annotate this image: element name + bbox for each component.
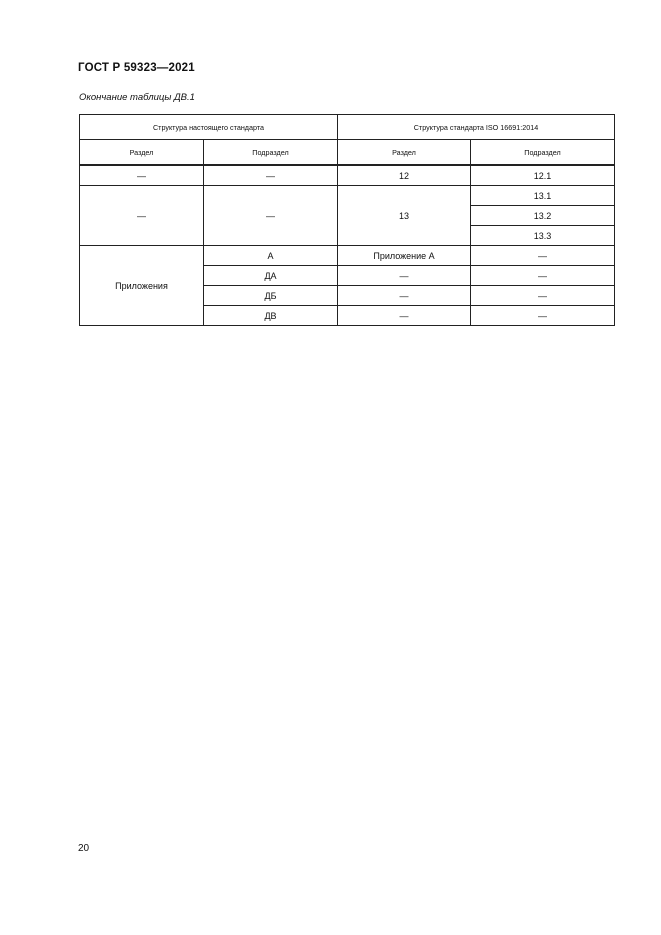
table-cell: — [80, 186, 204, 246]
table-cell: ДВ [204, 306, 338, 326]
column-header-iso-subsection: Подраздел [471, 140, 615, 166]
table-cell: — [338, 266, 471, 286]
document-standard-id: ГОСТ Р 59323—2021 [78, 62, 195, 74]
table-cell: 12 [338, 165, 471, 186]
table-cell: 13.1 [471, 186, 615, 206]
group-header-iso-standard: Структура стандарта ISO 16691:2014 [338, 115, 615, 140]
table-cell: А [204, 246, 338, 266]
table-cell: 12.1 [471, 165, 615, 186]
column-header-subsection: Подраздел [204, 140, 338, 166]
column-header-section: Раздел [80, 140, 204, 166]
table-cell: Приложение А [338, 246, 471, 266]
table-cell: — [471, 306, 615, 326]
table-cell: — [471, 286, 615, 306]
group-header-row [80, 115, 615, 140]
page-number: 20 [78, 843, 90, 854]
table-cell: — [338, 306, 471, 326]
table-caption: Окончание таблицы ДВ.1 [79, 92, 195, 103]
table-cell: 13 [338, 186, 471, 246]
table-cell: 13.2 [471, 206, 615, 226]
structure-comparison-table [79, 114, 615, 326]
table-cell: — [204, 186, 338, 246]
table-cell: — [204, 165, 338, 186]
column-header-iso-section: Раздел [338, 140, 471, 166]
group-header-this-standard: Структура настоящего стандарта [80, 115, 338, 140]
table-row [80, 246, 615, 266]
table-row [80, 186, 615, 206]
table-row [80, 165, 615, 186]
table-cell: ДА [204, 266, 338, 286]
column-header-row [80, 140, 615, 166]
table-cell: — [338, 286, 471, 306]
table-cell: — [471, 246, 615, 266]
table-cell: Приложения [80, 246, 204, 326]
table-cell: 13.3 [471, 226, 615, 246]
table-cell: ДБ [204, 286, 338, 306]
table-cell: — [80, 165, 204, 186]
table-cell: — [471, 266, 615, 286]
